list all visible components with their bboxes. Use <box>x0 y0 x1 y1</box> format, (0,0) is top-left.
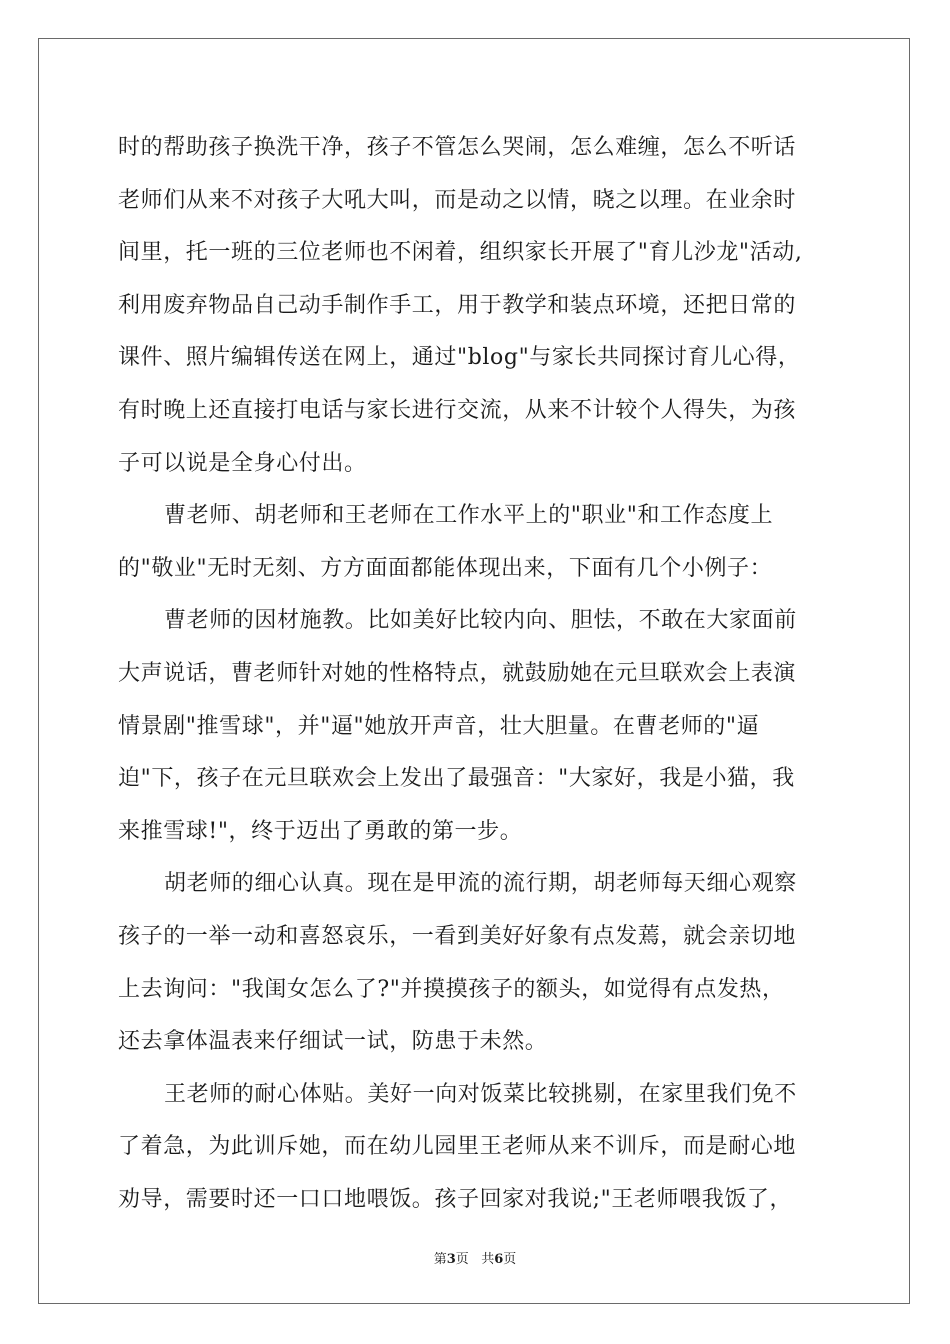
text-line: 上去询问："我闺女怎么了?"并摸摸孩子的额头，如觉得有点发热， <box>118 976 785 1002</box>
text-line: 孩子的一举一动和喜怒哀乐，一看到美好好象有点发蔫，就会亲切地 <box>118 923 797 949</box>
paragraph-start-line: 曹老师的因材施教。比如美好比较内向、胆怯，不敢在大家面前 <box>164 608 797 634</box>
text-line: 还去拿体温表来仔细试一试，防患于未然。 <box>118 1029 548 1055</box>
text-line: 间里，托一班的三位老师也不闲着，组织家长开展了"育儿沙龙"活动, <box>118 240 803 266</box>
paragraph-start-line: 胡老师的细心认真。现在是甲流的流行期，胡老师每天细心观察 <box>164 871 797 897</box>
text-line: 有时晚上还直接打电话与家长进行交流，从来不计较个人得失，为孩 <box>118 397 797 423</box>
footer-total-number: 6 <box>494 1252 504 1267</box>
document-body <box>118 128 838 1232</box>
text-line: 情景剧"推雪球"，并"逼"她放开声音，壮大胆量。在曹老师的"逼 <box>118 713 760 739</box>
footer-page-prefix: 第 <box>433 1252 447 1267</box>
text-line: 劝导，需要时还一口口地喂饭。孩子回家对我说;"王老师喂我饭了， <box>118 1186 793 1212</box>
text-line: 了着急，为此训斥她，而在幼儿园里王老师从来不训斥，而是耐心地 <box>118 1134 797 1160</box>
text-line: 老师们从来不对孩子大吼大叫，而是动之以情，晓之以理。在业余时 <box>118 187 797 213</box>
text-line: 来推雪球!"，终于迈出了勇敢的第一步。 <box>118 818 523 844</box>
footer-page-number: 3 <box>446 1252 456 1267</box>
text-line: 大声说话，曹老师针对她的性格特点，就鼓励她在元旦联欢会上表演 <box>118 660 797 686</box>
footer-total-prefix: 共 <box>481 1252 495 1267</box>
text-line: 子可以说是全身心付出。 <box>118 450 367 476</box>
paragraph-start-line: 王老师的耐心体贴。美好一向对饭菜比较挑剔，在家里我们免不 <box>164 1081 797 1107</box>
paragraph-start-line: 曹老师、胡老师和王老师在工作水平上的"职业"和工作态度上 <box>164 503 774 529</box>
text-line: 课件、照片编辑传送在网上，通过"blog"与家长共同探讨育儿心得， <box>118 345 801 371</box>
text-line: 迫"下，孩子在元旦联欢会上发出了最强音："大家好，我是小猫，我 <box>118 766 795 792</box>
page-footer <box>0 1248 950 1267</box>
text-line: 利用废弃物品自己动手制作手工，用于教学和装点环境，还把日常的 <box>118 292 797 318</box>
footer-total-suffix: 页 <box>503 1252 517 1267</box>
footer-page-suffix: 页 <box>455 1252 469 1267</box>
text-line: 的"敬业"无时无刻、方方面面都能体现出来，下面有几个小例子： <box>118 555 773 581</box>
text-line: 时的帮助孩子换洗干净，孩子不管怎么哭闹，怎么难缠，怎么不听话 <box>118 135 797 160</box>
